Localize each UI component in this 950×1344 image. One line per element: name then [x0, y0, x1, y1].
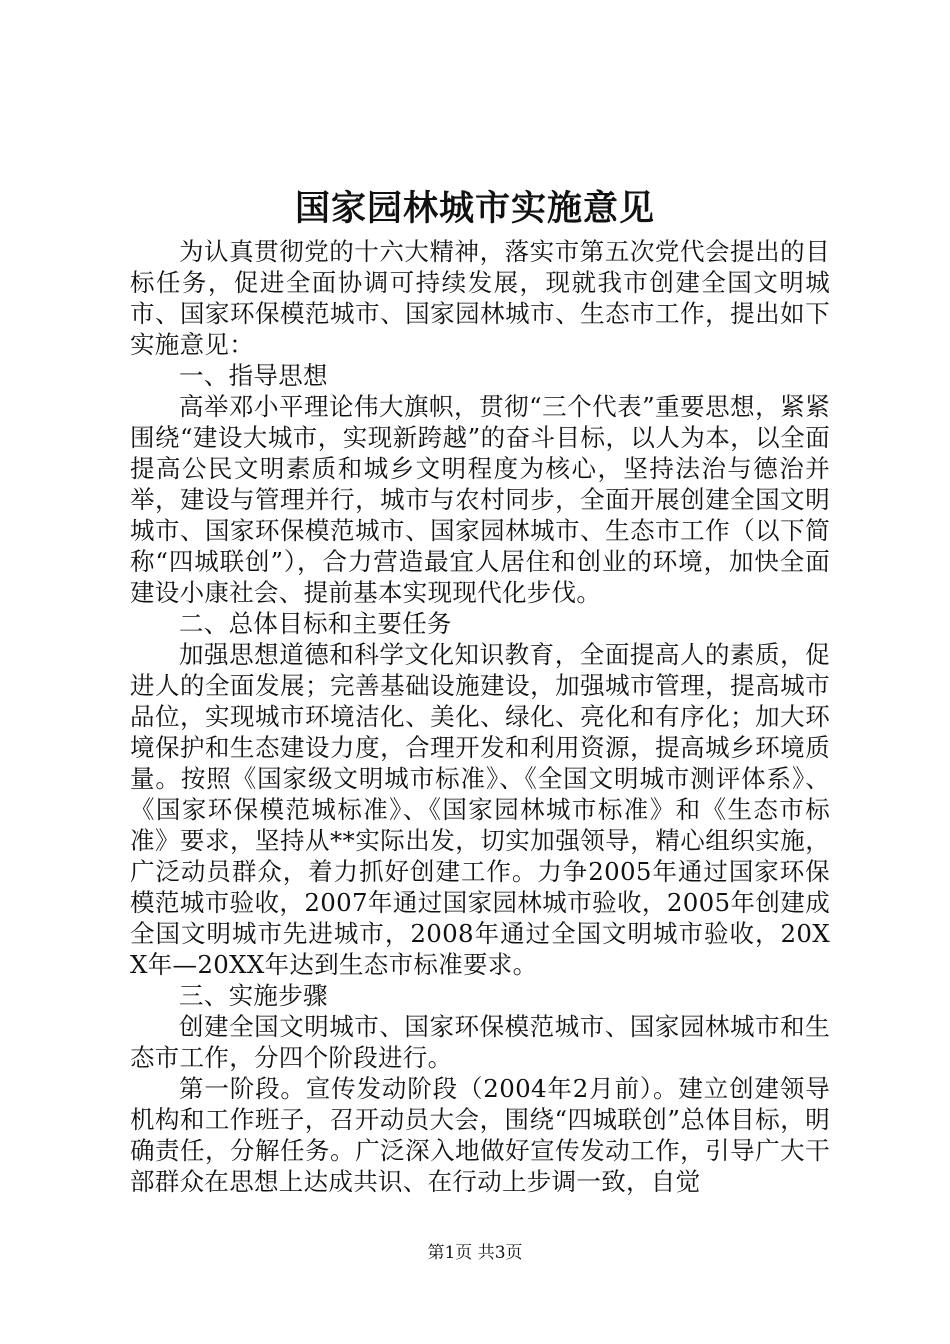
phase-one-paragraph: 第一阶段。宣传发动阶段（2004年2月前）。建立创建领导机构和工作班子，召开动员大会，围绕“四城联创”总体目标，明确责任，分解任务。广泛深入地做好宣传发动工作，引导广大干部群众在思想上达成共识、在行动上步调一致，自觉 — [130, 1074, 830, 1196]
intro-paragraph: 为认真贯彻党的十六大精神，落实市第五次党代会提出的目标任务，促进全面协调可持续发展，现就我市创建全国文明城市、国家环保模范城市、国家园林城市、生态市工作，提出如下实施意见： — [130, 237, 830, 359]
section-heading-guiding-ideology: 一、指导思想 — [179, 361, 328, 390]
page-number-footer: 第1页 共3页 — [427, 1243, 523, 1263]
implementation-steps-paragraph: 创建全国文明城市、国家环保模范城市、国家园林城市和生态市工作，分四个阶段进行。 — [130, 1012, 830, 1072]
document-title: 国家园林城市实施意见 — [294, 188, 655, 229]
guiding-ideology-paragraph: 高举邓小平理论伟大旗帜，贯彻“三个代表”重要思想，紧紧围绕“建设大城市，实现新跨越”的奋斗目标，以人为本，以全面提高公民文明素质和城乡文明程度为核心，坚持法治与德治并举，建设与管理并行，城市与农村同步，全面开展创建全国文明城市、国家环保模范城市、国家园林城市、生态市工作（以下简称“四城联创”），合力营造最宜人居住和创业的环境，加快全面建设小康社会、提前基本实现现代化步伐。 — [130, 392, 830, 607]
section-heading-implementation-steps: 三、实施步骤 — [179, 981, 328, 1010]
document-body — [130, 236, 830, 1197]
goals-tasks-paragraph: 加强思想道德和科学文化知识教育，全面提高人的素质，促进人的全面发展；完善基础设施建设，加强城市管理，提高城市品位，实现城市环境洁化、美化、绿化、亮化和有序化；加大环境保护和生态建设力度，合理开发和利用资源，提高城乡环境质量。按照《国家级文明城市标准》、《全国文明城市测评体系》、《国家环保模范城标准》、《国家园林城市标准》和《生态市标准》要求，坚持从**实际出发，切实加强领导，精心组织实施，广泛动员群众，着力抓好创建工作。力争2005年通过国家环保模范城市验收，2007年通过国家园林城市验收，2005年创建成全国文明城市先进城市，2008年通过全国文明城市验收，20XX年—20XX年达到生态市标准要求。 — [130, 640, 830, 979]
section-heading-goals-tasks: 二、总体目标和主要任务 — [179, 609, 452, 638]
